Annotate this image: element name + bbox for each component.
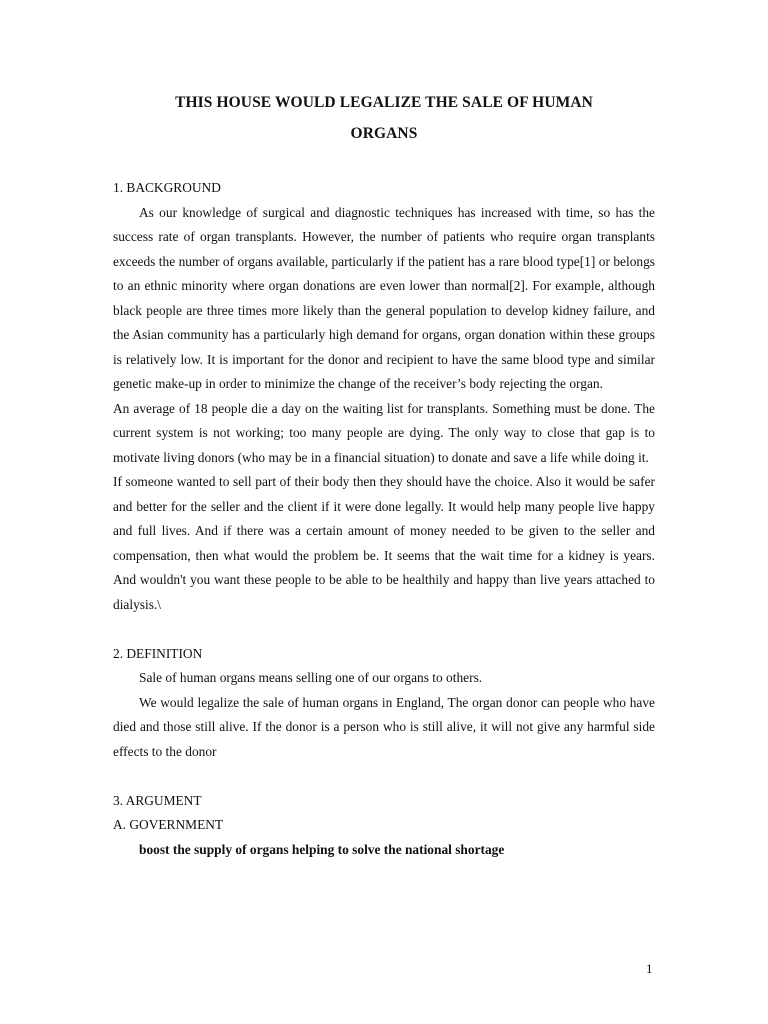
section-heading-background: 1. BACKGROUND [113, 180, 221, 195]
section-gap [113, 617, 655, 642]
definition-paragraph-1: Sale of human organs means selling one of our organs to others. [139, 670, 483, 685]
section-heading-argument: 3. ARGUMENT [113, 792, 202, 808]
argument-point-1: boost the supply of organs helping to solve the national shortage [139, 841, 505, 857]
document-title-line1: THIS HOUSE WOULD LEGALIZE THE SALE OF HUMAN [175, 94, 593, 111]
section-gap [113, 764, 655, 789]
definition-paragraph-2: We would legalize the sale of human organs in England, The organ donor can people who have died and those still alive. If the donor is a person who is still alive, it will not give any harmful side effects to the donor [113, 694, 655, 759]
background-paragraph-3: If someone wanted to sell part of their body then they should have the choice. Also it would be safer and better for the seller and the client if it were done legally. It would help many people live happy and full lives. And if there was a certain amount of money needed to be given to the seller and compensation, then what would the problem be. It seems that the wait time for a kidney is years. And wouldn't you want these people to be able to be healthily and happy than live years attached to dialysis.\ [113, 474, 655, 612]
document-body [113, 176, 655, 862]
subheading-government: A. GOVERNMENT [113, 817, 224, 832]
background-paragraph-1: As our knowledge of surgical and diagnostic techniques has increased with time, so has the success rate of organ transplants. However, the number of patients who require organ transplants exceeds the number of organs available, particularly if the patient has a rare blood type[1] or belongs to an ethnic minority where organ donations are even lower than normal[2]. For example, although black people are three times more likely than the general population to develop kidney failure, and the Asian community has a particularly high demand for organs, organ donation within these groups is relatively low. It is important for the donor and recipient to have the same blood type and similar genetic make-up in order to minimize the change of the receiver’s body rejecting the organ. [113, 204, 655, 391]
document-title-line2: ORGANS [350, 125, 418, 142]
background-paragraph-2: An average of 18 people die a day on the waiting list for transplants. Something must be done. The current system is not working; too many people are dying. The only way to close that gap is to motivate living donors (who may be in a financial situation) to donate and save a life while doing it. [113, 400, 655, 465]
section-heading-definition: 2. DEFINITION [113, 645, 203, 661]
page-number: 1 [646, 961, 653, 976]
